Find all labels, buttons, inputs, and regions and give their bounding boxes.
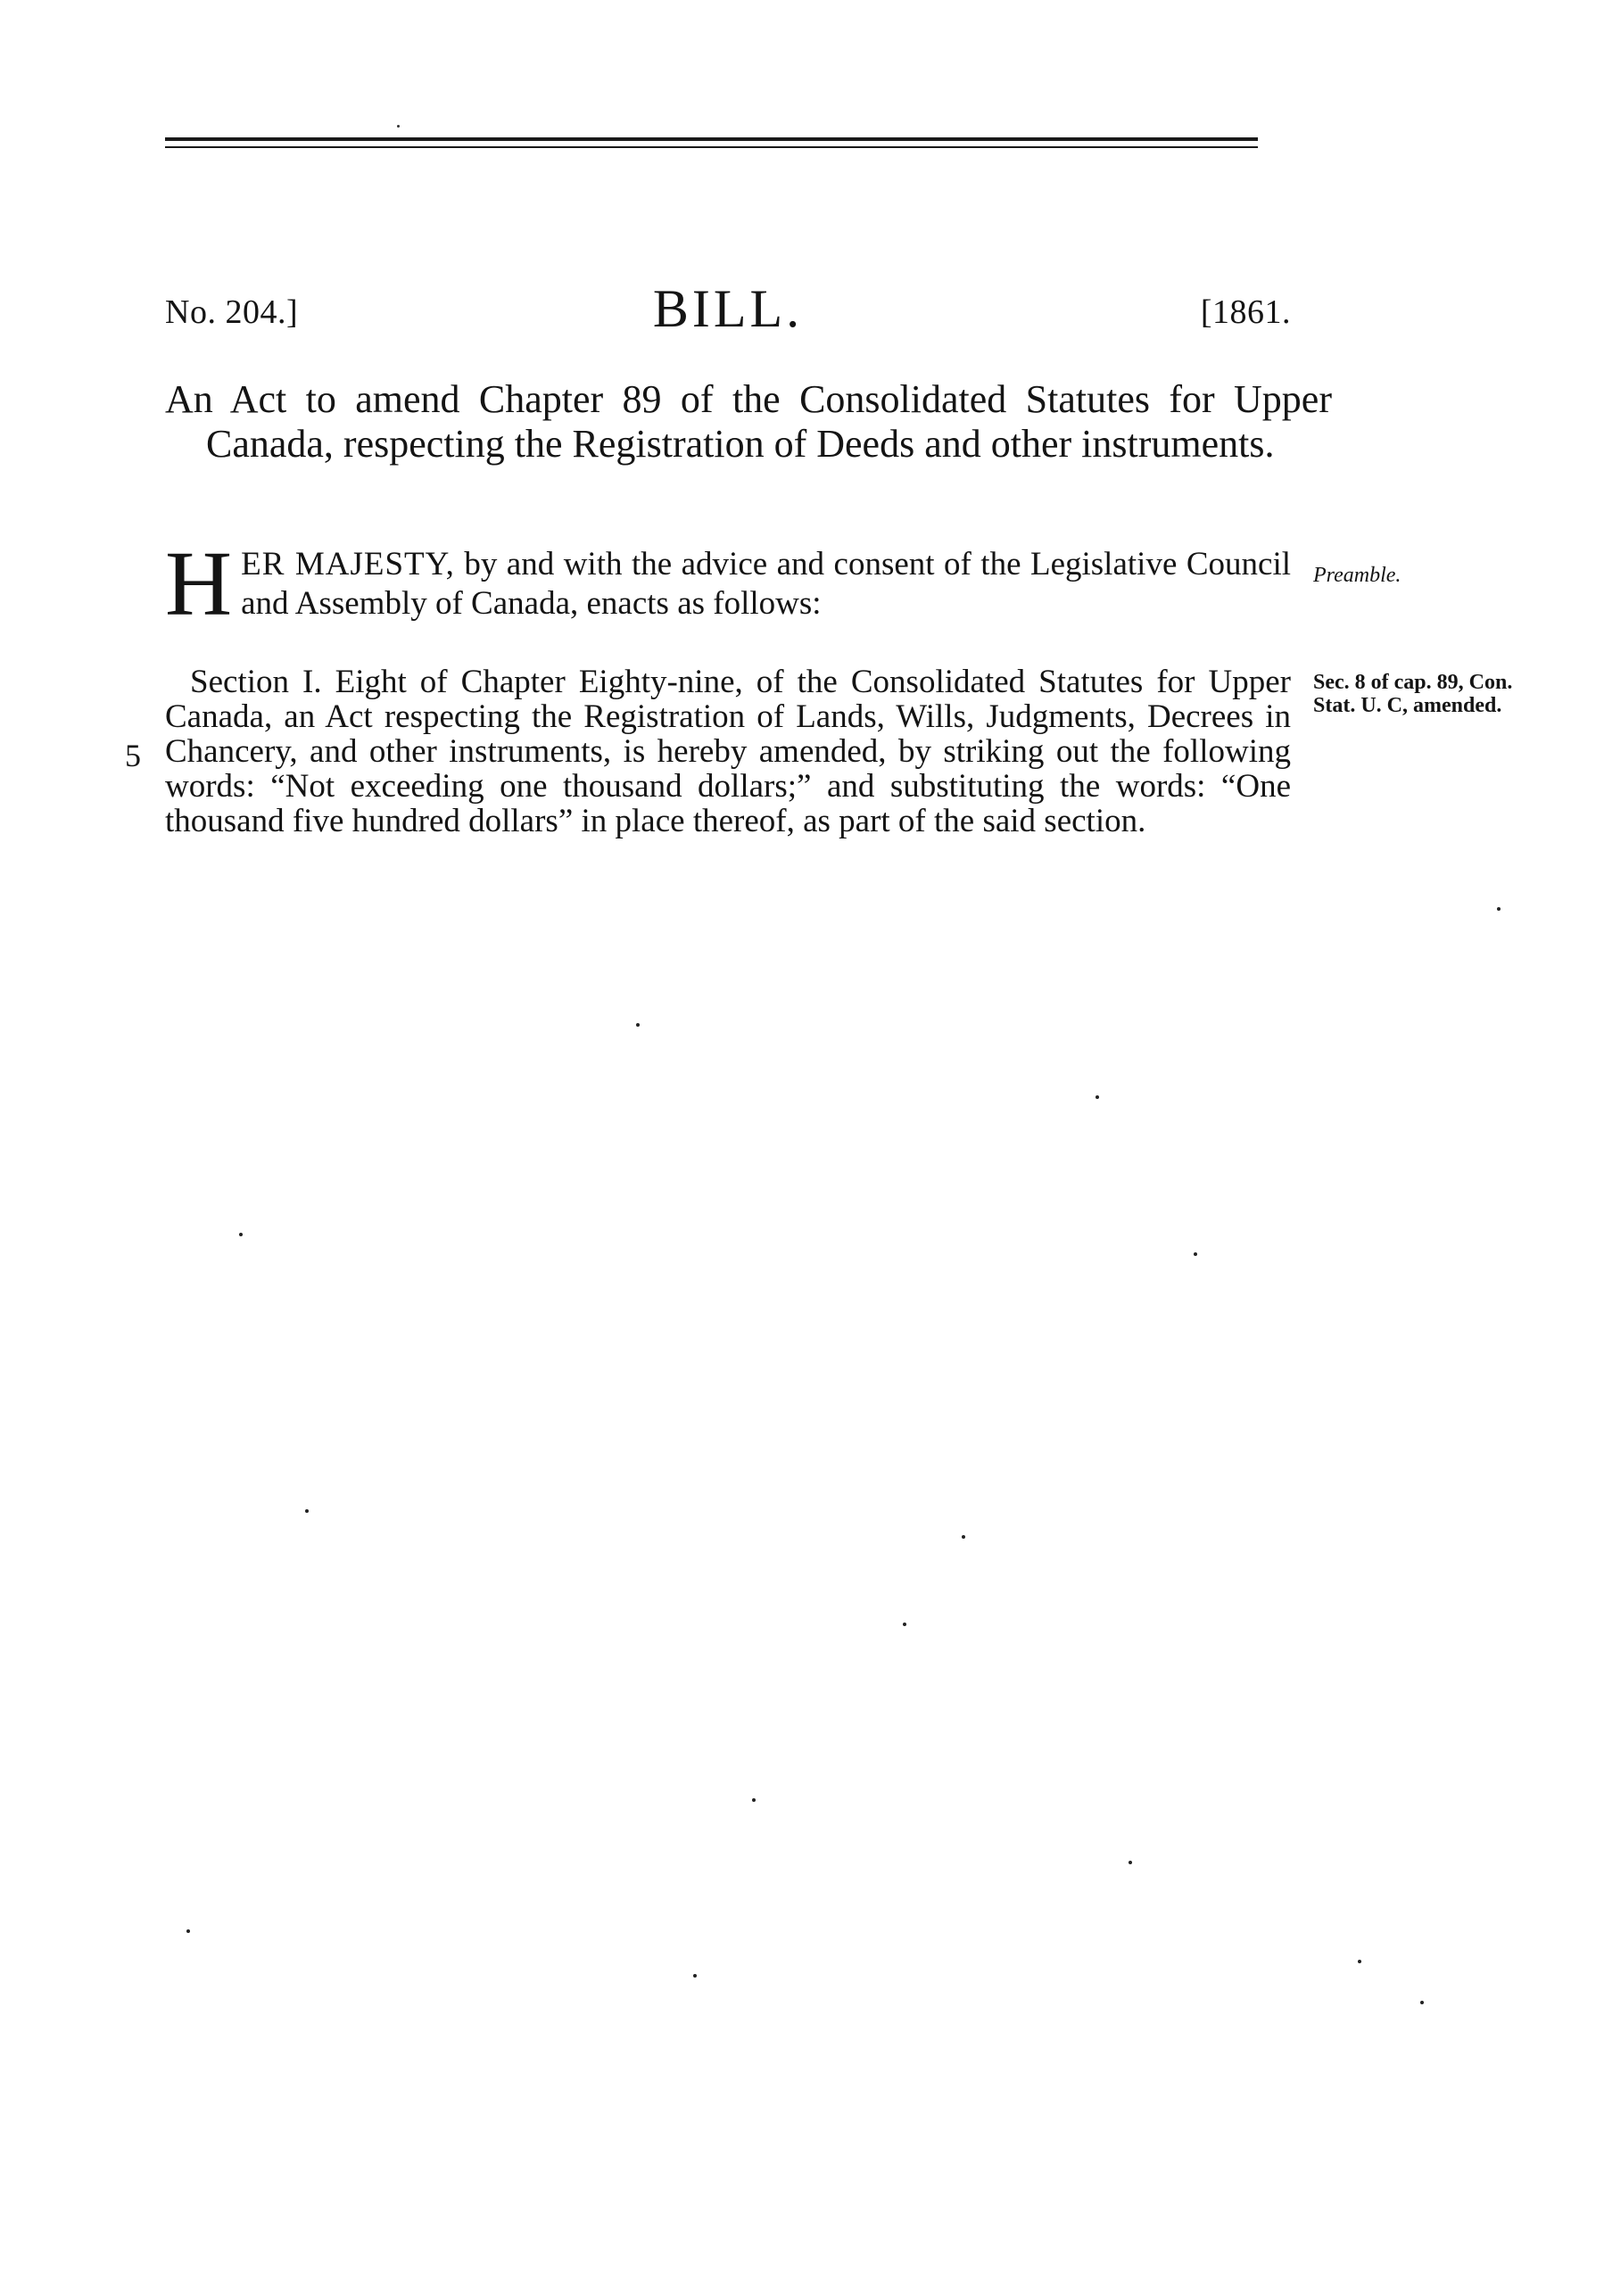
section-1: Section I. Eight of Chapter Eighty-nine, of the Consolidated Statutes for Upper Canada, an Act respecting the Registration of Lands, Wills, Judgments, Decrees in Chancery, and other instruments, is hereby amended, by striking out the following words: “Not exceeding one thousand dollars;” and substituting the words: “One thousand five hundred dollars” in place thereof, as part of the said section.	[165, 664, 1291, 839]
top-rule	[165, 137, 1258, 141]
speck	[962, 1535, 965, 1539]
preamble-text: by and with the advice and consent of the Legislative Council and Assembly of Canada, enacts as follows:	[241, 546, 1291, 622]
speck	[305, 1509, 309, 1513]
speck	[1420, 2001, 1424, 2004]
bill-number: No. 204.]	[165, 293, 299, 331]
act-title: An Act to amend Chapter 89 of the Consolidated Statutes for Upper Canada, respecting the Registration of Deeds and other instruments.	[165, 377, 1332, 466]
speck	[693, 1974, 697, 1978]
speck	[397, 125, 400, 128]
top-rule-thin	[165, 146, 1258, 148]
preamble	[165, 533, 1291, 635]
bill-header	[165, 279, 1291, 338]
speck	[752, 1798, 756, 1802]
speck	[1194, 1252, 1197, 1256]
speck	[1358, 1960, 1361, 1963]
margin-note-preamble: Preamble.	[1313, 564, 1401, 587]
speck	[1497, 907, 1501, 911]
line-number: 5	[125, 738, 141, 773]
speck	[1096, 1095, 1099, 1099]
bill-title: BILL.	[652, 279, 804, 338]
speck	[239, 1233, 243, 1236]
speck	[186, 1929, 190, 1933]
preamble-lead: ER MAJESTY,	[241, 546, 455, 582]
speck	[903, 1623, 906, 1626]
speck	[636, 1023, 640, 1027]
speck	[1129, 1861, 1132, 1864]
bill-year: [1861.	[1200, 293, 1291, 331]
margin-note-section: Sec. 8 of cap. 89, Con. Stat. U. C, amended.	[1313, 671, 1513, 717]
dropcap: H	[165, 533, 233, 635]
